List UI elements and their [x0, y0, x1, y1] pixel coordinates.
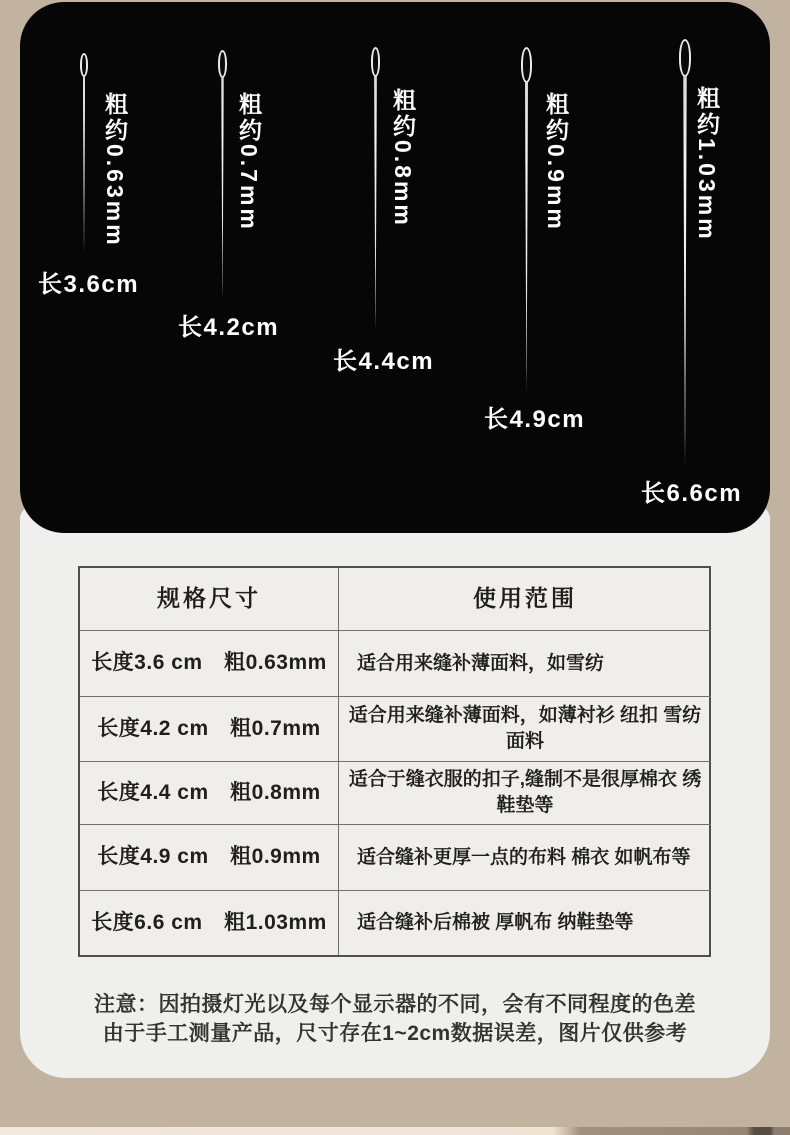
needle-thickness-label: 粗约0.7mm	[236, 92, 262, 232]
needle-eye-icon	[521, 47, 532, 83]
needle-shaft	[221, 77, 224, 301]
next-section-photo-edge	[0, 1127, 790, 1135]
needle-length-label: 长3.6cm	[38, 271, 140, 298]
needle-shaft	[525, 82, 528, 393]
note-line-2: 由于手工测量产品，尺寸存在1~2cm数据误差，图片仅供参考	[102, 1022, 688, 1045]
needle-length-label: 长4.2cm	[178, 314, 280, 341]
needle-thickness-label: 粗约0.8mm	[390, 88, 416, 228]
table-header-spec: 规格尺寸	[80, 568, 339, 631]
needle-length-label: 长6.6cm	[641, 480, 743, 507]
needle-shaft	[374, 76, 377, 331]
needle-graphic-1	[80, 53, 88, 254]
usage-cell: 适合用来缝补薄面料，如雪纺	[339, 631, 711, 697]
needle-eye-icon	[371, 47, 380, 77]
spec-cell: 长度6.6 cm 粗1.03mm	[80, 891, 339, 955]
needle-graphic-4	[521, 47, 532, 393]
spec-cell: 长度3.6 cm 粗0.63mm	[80, 631, 339, 697]
usage-cell: 适合用来缝补薄面料，如薄衬衫 纽扣 雪纺面料	[339, 697, 711, 762]
usage-cell: 适合缝补后棉被 厚帆布 纳鞋垫等	[357, 912, 634, 934]
needle-thickness-label: 粗约0.9mm	[543, 92, 569, 232]
usage-cell: 适合于缝衣服的扣子,缝制不是很厚棉衣 绣鞋垫等	[339, 762, 711, 825]
needle-eye-icon	[80, 53, 88, 77]
needle-length-label: 长4.4cm	[333, 348, 435, 375]
needle-graphic-2	[218, 50, 227, 301]
needle-eye-icon	[218, 50, 227, 78]
needle-shaft	[83, 76, 85, 254]
spec-cell: 长度4.4 cm 粗0.8mm	[80, 762, 339, 825]
usage-cell: 适合缝补更厚一点的布料 棉衣 如帆布等	[339, 825, 711, 891]
needle-thickness-label: 粗约0.63mm	[102, 92, 128, 248]
needle-thickness-label: 粗约1.03mm	[694, 86, 720, 242]
needle-shaft	[683, 76, 687, 467]
needle-eye-icon	[679, 39, 691, 77]
needle-graphic-5	[679, 39, 691, 467]
spec-cell: 长度4.2 cm 粗0.7mm	[80, 697, 339, 762]
table-header-usage: 使用范围	[339, 568, 711, 631]
needle-length-label: 长4.9cm	[484, 406, 586, 433]
spec-cell: 长度4.9 cm 粗0.9mm	[80, 825, 339, 891]
note-line-1: 注意：因拍摄灯光以及每个显示器的不同，会有不同程度的色差	[94, 993, 696, 1016]
note-text	[20, 990, 770, 1048]
spec-table	[78, 566, 711, 957]
needle-graphic-3	[371, 47, 380, 331]
